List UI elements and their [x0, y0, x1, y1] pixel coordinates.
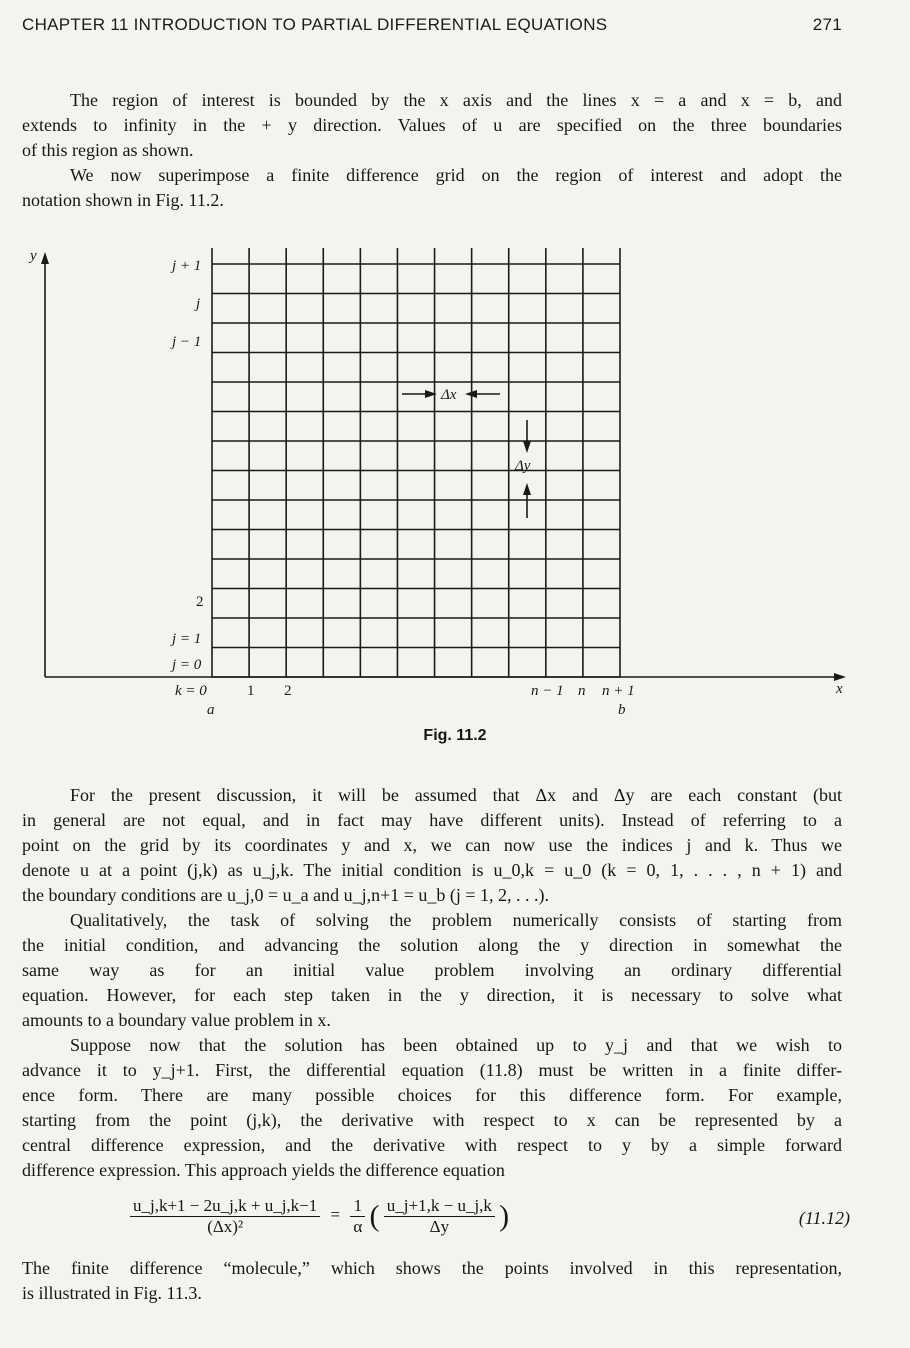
text-line: Qualitatively, the task of solving the problem numerically consists of starting from — [70, 910, 842, 930]
text-line: of this region as shown. — [22, 140, 194, 160]
paragraph-molecule — [22, 1256, 842, 1306]
text-line: notation shown in Fig. 11.2. — [22, 190, 224, 210]
x-axis-arrowhead — [834, 673, 846, 681]
coef-numerator: 1 — [350, 1196, 365, 1217]
text-line: advance it to y_j+1. First, the differential equation (11.8) must be written in a finite differ- — [22, 1060, 842, 1080]
col-label-n: n — [578, 683, 586, 699]
text-line: equation. However, for each step taken in the y direction, it is necessary to solve what — [22, 985, 842, 1005]
figure-caption: Fig. 11.2 — [423, 727, 487, 744]
y-axis-label: y — [30, 248, 37, 264]
equals-sign: = — [330, 1205, 341, 1225]
dx-label: Δx — [441, 387, 457, 403]
row-label-j-minus-1: j − 1 — [172, 334, 202, 350]
paragraph-qualitative — [22, 908, 842, 1033]
text-line: the boundary conditions are u_j,0 = u_a and u_j,n+1 = u_b (j = 1, 2, . . .). — [22, 885, 550, 905]
dy-label: Δy — [515, 458, 531, 474]
paragraph-region — [22, 88, 842, 163]
equation-11-12 — [0, 1196, 910, 1246]
grid-lines — [212, 248, 620, 677]
left-paren: ( — [369, 1199, 380, 1233]
text-line: ence form. There are many possible choices for this difference form. For example, — [22, 1085, 842, 1105]
col-label-k-eq-0: k = 0 — [175, 683, 207, 699]
text-line: central difference expression, and the derivative with respect to y by a simple forward — [22, 1135, 842, 1155]
rhs-fraction — [384, 1196, 495, 1237]
col-label-1: 1 — [247, 683, 255, 699]
row-label-j-eq-0: j = 0 — [172, 657, 202, 673]
lhs-denominator: (Δx)² — [207, 1217, 244, 1236]
finite-difference-grid-figure — [0, 240, 910, 760]
rhs-denominator: Δy — [429, 1217, 450, 1236]
paragraph-grid — [22, 163, 842, 213]
text-line: extends to infinity in the + y direction. Values of u are specified on the three boundaries — [22, 115, 842, 135]
right-paren: ) — [499, 1199, 510, 1233]
page-header — [22, 12, 842, 40]
dy-top-arrowhead — [523, 441, 531, 453]
boundary-b-label: b — [618, 702, 626, 718]
text-line: is illustrated in Fig. 11.3. — [22, 1283, 202, 1303]
equation-number: (11.12) — [798, 1208, 850, 1228]
paragraph-discussion — [22, 783, 842, 908]
boundary-a-label: a — [207, 702, 215, 718]
text-line: For the present discussion, it will be assumed that Δx and Δy are each constant (but — [70, 785, 842, 805]
row-label-j-plus-1: j + 1 — [172, 258, 202, 274]
text-line: difference expression. This approach yields the difference equation — [22, 1160, 505, 1180]
text-line: The finite difference “molecule,” which shows the points involved in this representation, — [22, 1258, 842, 1278]
page-number: 271 — [812, 15, 842, 34]
text-line: starting from the point (j,k), the derivative with respect to x can be represented by a — [22, 1110, 842, 1130]
text-line: Suppose now that the solution has been obtained up to y_j and that we wish to — [70, 1035, 842, 1055]
lhs-numerator: u_j,k+1 − 2u_j,k + u_j,k−1 — [130, 1196, 320, 1217]
row-label-j: j — [196, 296, 201, 312]
dy-bottom-arrowhead — [523, 483, 531, 495]
text-line: same way as for an initial value problem involving an ordinary differential — [22, 960, 842, 980]
col-label-n-plus-1: n + 1 — [602, 683, 635, 699]
text-line: amounts to a boundary value problem in x. — [22, 1010, 331, 1030]
chapter-title: CHAPTER 11 INTRODUCTION TO PARTIAL DIFFERENTIAL EQUATIONS — [22, 15, 608, 34]
x-axis-label: x — [836, 681, 843, 697]
paragraph-suppose — [22, 1033, 842, 1183]
text-line: We now superimpose a finite difference grid on the region of interest and adopt the — [70, 165, 842, 185]
lhs-fraction — [130, 1196, 320, 1237]
text-line: denote u at a point (j,k) as u_j,k. The initial condition is u_0,k = u_0 (k = 0, 1, . . . , n + 1) and — [22, 860, 842, 880]
row-label-2: 2 — [196, 594, 204, 610]
col-label-2: 2 — [284, 683, 292, 699]
y-axis-arrowhead — [41, 252, 49, 264]
col-label-n-minus-1: n − 1 — [531, 683, 564, 699]
text-line: the initial condition, and advancing the solution along the y direction in somewhat the — [22, 935, 842, 955]
text-line: in general are not equal, and in fact may have different units). Instead of referring to a — [22, 810, 842, 830]
text-line: The region of interest is bounded by the x axis and the lines x = a and x = b, and — [70, 90, 842, 110]
text-line: point on the grid by its coordinates y and x, we can now use the indices j and k. Thus we — [22, 835, 842, 855]
rhs-numerator: u_j+1,k − u_j,k — [384, 1196, 495, 1217]
row-label-j-eq-1: j = 1 — [172, 631, 202, 647]
coef-denominator: α — [353, 1217, 363, 1236]
coefficient-fraction — [350, 1196, 365, 1237]
